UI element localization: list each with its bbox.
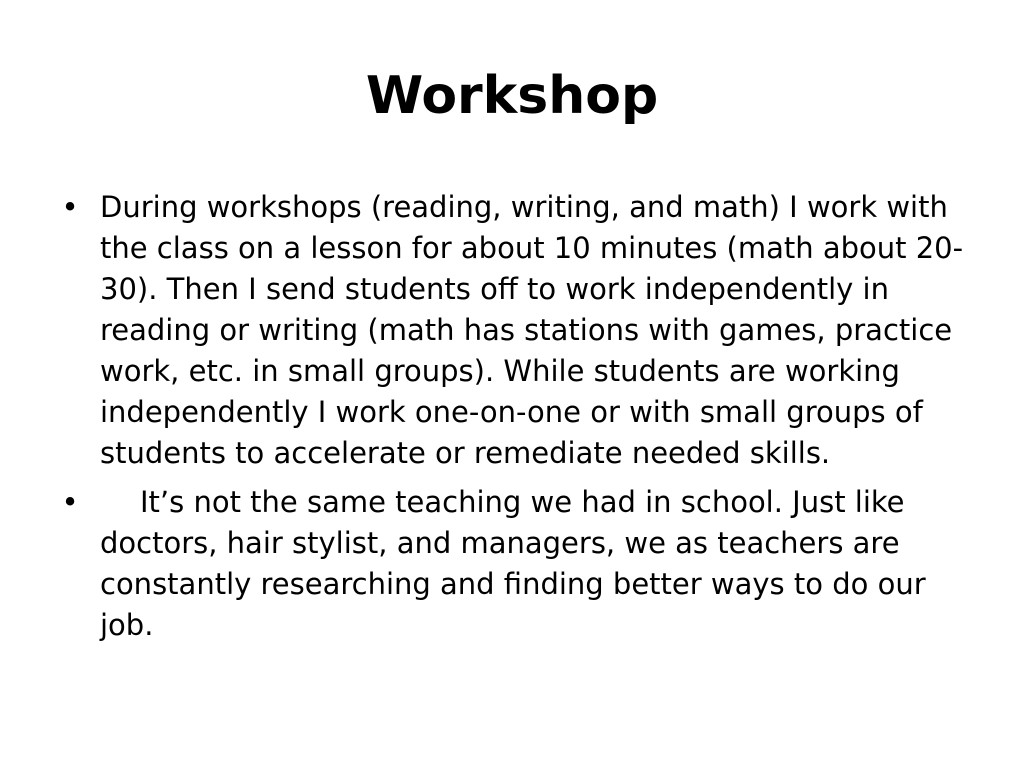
slide-title: Workshop — [365, 66, 659, 126]
bullet-text: During workshops (reading, writing, and math) I work with the class on a lesson for about 10 minutes (math about 20-30). Then I send students off to work independently in reading or writing (math has stations with games, practice work, etc. in small groups). While students are working independently I work one-on-one or with small groups of students to accelerate or remediate needed skills. — [100, 190, 964, 470]
bullet-list — [58, 187, 978, 654]
bullet-marker: • — [61, 190, 79, 224]
bullet-item — [58, 187, 978, 474]
bullet-text-content: It’s not the same teaching we had in school. Just like doctors, hair stylist, and managers, we as teachers are constantly researching and finding better ways to do our job. — [100, 485, 926, 642]
bullet-item — [58, 482, 978, 646]
bullet-marker: • — [61, 485, 79, 519]
bullet-text — [100, 482, 978, 646]
